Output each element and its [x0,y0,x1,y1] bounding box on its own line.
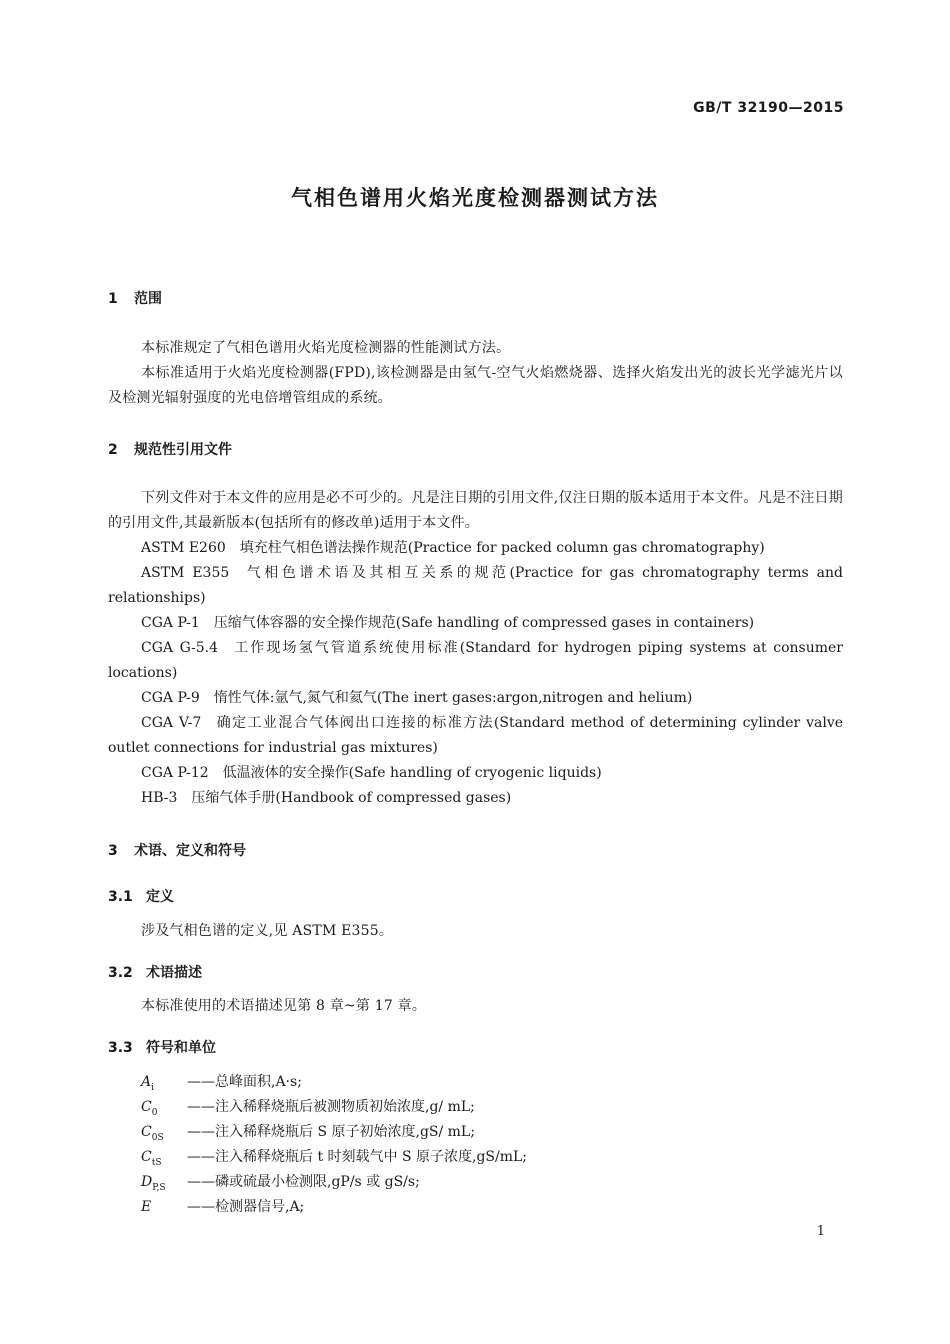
symbol-row [141,1195,304,1226]
symbol-subscript: P,S [152,1182,166,1193]
page-number: 1 [816,1224,825,1239]
scope-paragraph-1: 本标准规定了气相色谱用火焰光度检测器的性能测试方法。 [141,340,511,356]
reference-item [108,761,843,786]
symbol-description: ——检测器信号,A; [187,1199,305,1215]
section-heading-3 [108,840,246,860]
reference-item [108,711,843,761]
section-title: 术语描述 [146,965,202,981]
reference-text: 工作现场氢气管道系统使用标准(Standard for hydrogen piping systems at consumer locations) [108,640,843,681]
reference-text: 确定工业混合气体阀出口连接的标准方法(Standard method of determining cylinder valve outlet connections for industrial gas mixtures) [108,715,844,756]
reference-code: CGA P-1 [141,615,200,631]
section-heading-3-2 [108,962,202,982]
reference-text: 气相色谱术语及其相互关系的规范(Practice for gas chromatography terms and relationships) [108,565,843,606]
symbol-base: D [141,1174,153,1190]
symbol-description: ——注入稀释烧瓶后 S 原子初始浓度,gS/ mL; [187,1124,475,1140]
reference-item [108,611,843,636]
section-title: 符号和单位 [146,1040,216,1056]
section-heading-3-1 [108,886,174,906]
reference-code: ASTM E260 [141,540,226,556]
symbol-description: ——总峰面积,A·s; [187,1074,302,1090]
section-title: 定义 [146,889,174,905]
section-title: 范围 [134,291,162,307]
reference-item [108,536,843,561]
section-heading-1 [108,288,162,308]
definition-paragraph: 涉及气相色谱的定义,见 ASTM E355。 [141,923,394,939]
reference-item [108,561,843,611]
symbol-subscript: 0 [151,1107,158,1118]
terms-paragraph: 本标准使用的术语描述见第 8 章~第 17 章。 [141,998,427,1014]
symbol-base: C [141,1124,152,1140]
reference-text: 填充柱气相色谱法操作规范(Practice for packed column gas chromatography) [239,540,765,556]
references-intro: 下列文件对于本文件的应用是必不可少的。凡是注日期的引用文件,仅注日期的版本适用于本文件。凡是不注日期的引用文件,其最新版本(包括所有的修改单)适用于本文件。 [108,490,843,531]
symbol-base: C [141,1099,152,1115]
reference-code: CGA G-5.4 [141,640,219,656]
reference-item [108,686,843,711]
symbol-description: ——注入稀释烧瓶后被测物质初始浓度,g/ mL; [187,1099,475,1115]
symbol-subscript: tS [151,1157,162,1168]
section-number: 3 [108,843,118,859]
section-title: 规范性引用文件 [134,442,232,458]
reference-text: 低温液体的安全操作(Safe handling of cryogenic liquids) [222,765,602,781]
reference-item [108,636,843,686]
section-heading-3-3 [108,1037,216,1057]
standard-code: GB/T 32190—2015 [693,100,844,116]
symbol-base: C [141,1149,152,1165]
symbol-subscript: i [151,1082,155,1093]
symbol-base: E [141,1199,152,1215]
reference-text: 惰性气体:氩气,氮气和氦气(The inert gases:argon,nitrogen and helium) [213,690,693,706]
document-title: 气相色谱用火焰光度检测器测试方法 [291,186,659,210]
section-number: 2 [108,442,118,458]
symbol [141,1195,187,1226]
reference-text: 压缩气体手册(Handbook of compressed gases) [191,790,512,806]
section-number: 3.1 [108,889,133,905]
symbol-subscript: 0S [151,1132,164,1143]
reference-code: ASTM E355 [141,565,230,581]
section-title: 术语、定义和符号 [134,843,246,859]
reference-code: CGA P-12 [141,765,209,781]
section-number: 3.3 [108,1040,133,1056]
reference-code: HB-3 [141,790,178,806]
scope-paragraph-2: 本标准适用于火焰光度检测器(FPD),该检测器是由氢气-空气火焰燃烧器、选择火焰发出光的波长光学滤光片以及检测光辐射强度的光电倍增管组成的系统。 [108,365,843,406]
symbol-description: ——磷或硫最小检测限,gP/s 或 gS/s; [187,1174,420,1190]
reference-code: CGA V-7 [141,715,202,731]
symbol-base: A [141,1074,152,1090]
section-heading-2 [108,439,232,459]
symbol-description: ——注入稀释烧瓶后 t 时刻载气中 S 原子浓度,gS/mL; [187,1149,528,1165]
reference-item [108,786,843,811]
section-number: 1 [108,291,118,307]
reference-code: CGA P-9 [141,690,200,706]
reference-text: 压缩气体容器的安全操作规范(Safe handling of compressed gases in containers) [213,615,755,631]
section-number: 3.2 [108,965,133,981]
